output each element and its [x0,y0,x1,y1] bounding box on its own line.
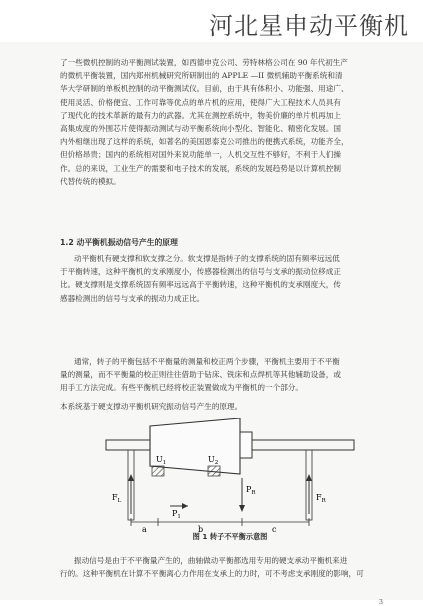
label-u2: $U_2$ [208,455,219,466]
arrowhead [239,505,245,512]
text-line: 用手工方法完成。有些平衡机已经将校正装置做成为平衡机的一个部分。 [60,383,303,393]
text-line: 了现代化的技术革新的最有力的武器。尤其在测控系统中，物美价廉的单片机再加上 [60,110,341,120]
label-u1: $U_1$ [156,455,167,466]
unbalance-mass-u2 [208,466,220,476]
unbalance-mass-u1 [152,466,164,476]
brand-watermark: 河北星申动平衡机 [209,12,409,40]
label-fl: $F_L$ [112,493,122,504]
arrowhead [306,474,312,481]
text-line: 但价格昂贵；国内的系统相对国外来说功能单一，人机交互性不够好，不利于人们操 [60,150,341,160]
text-line: 的微机平衡装置，国内郑州机械研究所研制出的 APPLE —II 微机辅助平衡系统和清 [60,71,343,81]
text-line: 动平衡机有硬支撑和软支撑之分。软支撑是指转子的支撑系统的固有频率远远低 [74,254,340,263]
text-line: 了一些微机控制的动平衡测试装置，如西德申克公司、劳特林格公司在 90 年代初生产 [60,58,348,67]
text-line: 代替传统的模拟。 [60,176,121,186]
label-a: a [142,525,147,534]
arrowhead [128,474,134,481]
page-number: 3 [378,598,383,606]
label-c: c [272,525,277,534]
balancing-paragraph [60,355,390,395]
text-line: 高集成度的外围芯片使得振动测试与动平衡系统向小型化、智能化、精密化发展。国 [60,123,341,133]
text-line: 振动信号是由于不平衡量产生的，曲轴做动平衡都选用专用的硬支承动平衡机来进 [74,556,348,565]
section-title: 1.2 动平衡机振动信号产生的原理 [60,238,178,247]
document-page [0,42,423,606]
label-p2: $P_R$ [246,485,256,496]
system-statement: 本系统基于硬支撑动平衡机研究振动信号产生的原理。 [60,402,243,411]
text-line: 作。总的来说，工业生产的需要和电子技术的发展，系统的发展趋势是以计算机控制 [60,163,341,173]
text-line: 华大学研制的单板机控制的动平衡测试仪。目前，由于具有体积小、功能强、用途广、 [60,84,349,94]
text-line: 行的。这种平衡机在计算不平衡离心力作用在支承上的力时，可不考虑支承刚度的影响，可 [60,569,364,579]
text-line: 通常，转子的平衡包括不平衡量的测量和校正两个步骤，平衡机主要用于不平衡 [74,357,340,366]
intro-paragraph [60,56,390,188]
figure-caption: 图 1 转子不平衡示意图 [192,532,268,541]
arrowhead [182,503,188,509]
text-line: 于平衡转速，这种平衡机的支承刚度小，传感器检测出的信号与支承的振动位移成正 [60,267,341,277]
rotor-diagram [100,418,360,538]
rotor-unbalance-figure [100,418,360,538]
text-line: 感器检测出的信号与支承的振动力成正比。 [60,293,205,303]
text-line: 内外相继出现了这样的系统，如著名的美国恩泰克公司推出的便携式系统，功能齐全， [60,137,349,147]
text-line: 比。硬支撑则是支撑系统固有频率远远高于平衡转速，这种平衡机的支承刚度大，传 [60,280,341,290]
label-b: b [198,525,204,534]
support-paragraph [60,252,390,305]
label-p1: $P_1$ [172,509,181,520]
rotor-collar [240,432,252,458]
label-fr: $F_R$ [316,493,326,504]
text-line: 使用灵活、价格便宜、工作可靠等优点的单片机的应用，使得广大工程技术人员具有 [60,97,341,107]
closing-paragraph [60,554,390,580]
text-line: 量的测量，而不平衡量的校正则往往借助于钻床、铣床和点焊机等其他辅助设备，或 [60,370,341,380]
